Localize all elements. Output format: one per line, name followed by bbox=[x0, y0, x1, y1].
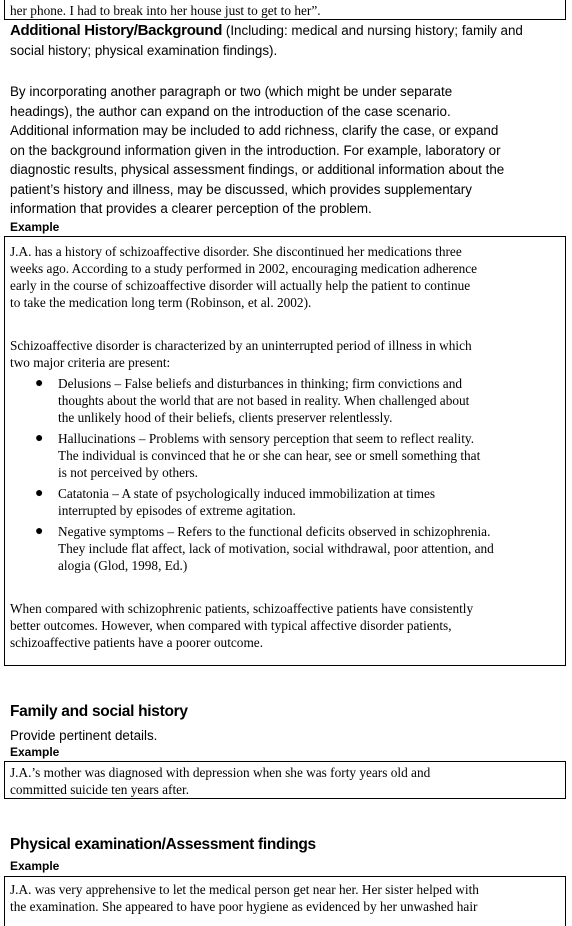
example-box-schizoaffective bbox=[4, 236, 566, 666]
text-line: When compared with schizophrenic patients, schizoaffective patients have consistently bbox=[10, 601, 474, 616]
example-box-family-history bbox=[4, 761, 566, 799]
criteria-list bbox=[10, 375, 565, 574]
previous-example-box bbox=[4, 0, 566, 20]
section-subtitle-line2: social history; physical examination findings). bbox=[10, 43, 278, 58]
text-line: to take the medication long term (Robinson, et al. 2002). bbox=[10, 295, 312, 310]
text-line: J.A. has a history of schizoaffective disorder. She discontinued her medications three bbox=[10, 244, 462, 259]
paragraph-line: patient’s history and illness, may be discussed, which provides supplementary bbox=[10, 181, 472, 197]
text-line: the unlikely hood of their beliefs, clients preserver relentlessly. bbox=[58, 410, 393, 425]
text-line: early in the course of schizoaffective disorder will actually help the patient to continue bbox=[10, 278, 471, 293]
example-label: Example bbox=[10, 745, 60, 759]
text-line: alogia (Glod, 1998, Ed.) bbox=[58, 558, 188, 573]
paragraph-line: information that provides a clearer perception of the problem. bbox=[10, 201, 372, 216]
paragraph-line: headings), the author can expand on the introduction of the case scenario. bbox=[10, 103, 451, 119]
example-para2 bbox=[10, 337, 565, 371]
text-line: Catatonia – A state of psychologically induced immobilization at times bbox=[58, 486, 436, 501]
text-line: J.A.’s mother was diagnosed with depression when she was forty years old and bbox=[10, 765, 431, 780]
bullet-icon: ● bbox=[35, 431, 44, 446]
text-line: Delusions – False beliefs and disturbances in thinking; firm convictions and bbox=[58, 376, 463, 391]
text-line: Schizoaffective disorder is characterized by an uninterrupted period of illness in which bbox=[10, 338, 472, 353]
list-item bbox=[10, 430, 565, 481]
text-line: better outcomes. However, when compared with typical affective disorder patients, bbox=[10, 618, 452, 633]
text-line: two major criteria are present: bbox=[10, 355, 171, 370]
bullet-icon: ● bbox=[35, 486, 44, 501]
list-item bbox=[10, 523, 565, 574]
section-heading-physical-examination: Physical examination/Assessment findings bbox=[10, 836, 316, 853]
text-line: Hallucinations – Problems with sensory perception that seem to reflect reality. bbox=[58, 431, 475, 446]
example-para1 bbox=[10, 243, 565, 311]
example-label: Example bbox=[10, 859, 60, 873]
example-box-physical-examination bbox=[4, 876, 566, 926]
text-line: J.A. was very apprehensive to let the medical person get near her. Her sister helped with bbox=[10, 882, 479, 897]
section-heading-family-social-history: Family and social history bbox=[10, 703, 188, 720]
text-line: The individual is convinced that he or she can hear, see or smell something that bbox=[58, 448, 481, 463]
text-line: Negative symptoms – Refers to the functional deficits observed in schizophrenia. bbox=[58, 524, 491, 539]
paragraph-line: on the background information given in the introduction. For example, laboratory or bbox=[10, 142, 501, 158]
previous-example-text: her phone. I had to break into her house just to get to her”. bbox=[10, 3, 321, 18]
list-item bbox=[10, 485, 565, 519]
text-line: committed suicide ten years after. bbox=[10, 782, 190, 797]
text-line: They include flat affect, lack of motivation, social withdrawal, poor attention, and bbox=[58, 541, 494, 556]
text-line: thoughts about the world that are not based in reality. When challenged about bbox=[58, 393, 470, 408]
section-additional-history-heading-line bbox=[10, 21, 570, 61]
list-item bbox=[10, 375, 565, 426]
text-line: weeks ago. According to a study performed in 2002, encouraging medication adherence bbox=[10, 261, 478, 276]
section2-body: Provide pertinent details. bbox=[10, 728, 158, 743]
text-line: is not perceived by others. bbox=[58, 465, 198, 480]
bullet-icon: ● bbox=[35, 524, 44, 539]
paragraph-line: Additional information may be included to add richness, clarify the case, or expand bbox=[10, 123, 499, 138]
section-subtitle: (Including: medical and nursing history; family and bbox=[222, 23, 523, 38]
text-line: the examination. She appeared to have poor hygiene as evidenced by her unwashed hair bbox=[10, 899, 478, 914]
section1-paragraph bbox=[10, 82, 570, 219]
bullet-icon: ● bbox=[35, 376, 44, 391]
section-heading-additional-history: Additional History/Background bbox=[10, 22, 223, 39]
text-line: interrupted by episodes of extreme agitation. bbox=[58, 503, 296, 518]
text-line: schizoaffective patients have a poorer outcome. bbox=[10, 635, 264, 650]
paragraph-line: By incorporating another paragraph or two (which might be under separate bbox=[10, 84, 453, 99]
paragraph-line: diagnostic results, physical assessment findings, or additional information about the bbox=[10, 162, 505, 177]
example-para3 bbox=[10, 600, 565, 651]
example-label: Example bbox=[10, 220, 60, 234]
